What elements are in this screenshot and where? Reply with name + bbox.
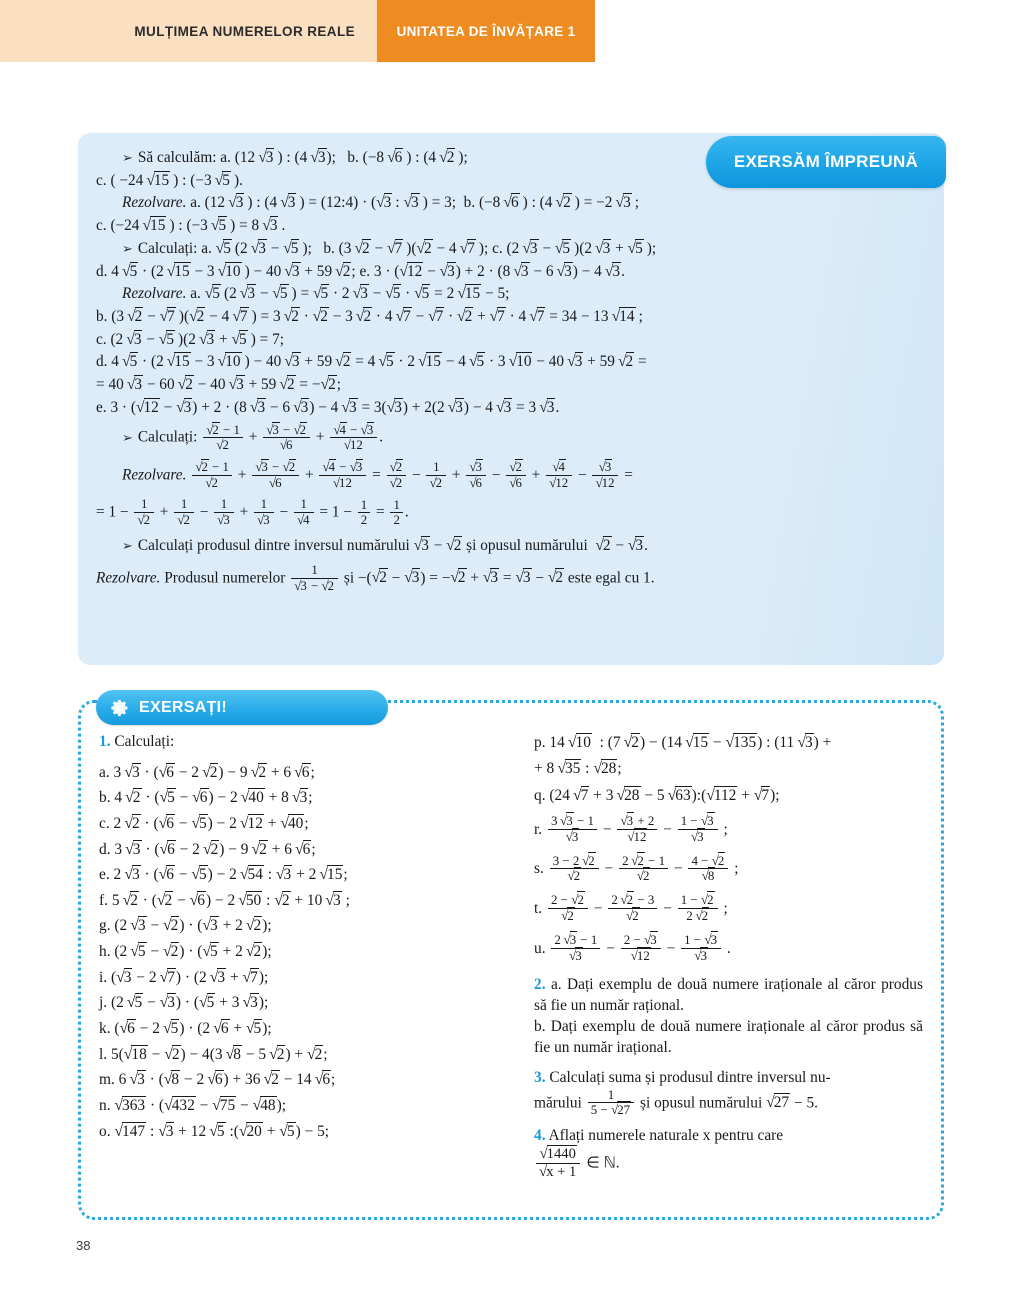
exercise-1-item-i: i. (√3 − 2 √7) · (2 √3 + √7); (99, 968, 269, 986)
running-head (0, 0, 595, 62)
worked-line-6: d. 4 √5 · (2 √15 − 3 √10 ) − 40 √3 + 59 √2; e. 3 · (√12 − √3) + 2 · (8 √3 − 6 √3) − 4 √3. (96, 262, 625, 280)
exercise-1-item-p-line2: + 8 √35 : √28; (534, 759, 622, 777)
running-head-unit-label: UNITATEA DE ÎNVĂȚARE 1 (396, 23, 576, 39)
running-head-unit-band (377, 0, 595, 62)
exercise-1-item-l: l. 5(√18 − √2) − 4(3 √8 − 5 √2) + √2; (99, 1045, 328, 1063)
exercise-1-item-n: n. √363 · (√432 − √75 − √48); (99, 1096, 286, 1114)
exercises-panel (78, 700, 944, 1220)
exercise-3: 3. Calculați suma și produsul dintre inversul nu- mărului $\frac{1}{5 - √27}$ și opusul numărului √27 − 5. (534, 1068, 831, 1118)
exercise-1-item-g: g. (2 √3 − √2) · (√3 + 2 √2); (99, 917, 272, 935)
tab-exersam-impreuna-label: EXERSĂM ÎMPREUNĂ (733, 152, 919, 171)
exercise-4-text: Aflați numerele naturale x pentru care (548, 1126, 784, 1144)
exercise-1-item-d: d. 3 √3 · (√6 − 2 √2) − 9 √2 + 6 √6; (99, 840, 316, 858)
running-head-chapter-band (0, 0, 377, 62)
arrow-bullet-icon: ➢ (122, 150, 133, 165)
worked-line-13: ➢ Calculați: $\frac{√2 - 1}{√2}$ + $\frac{√3 - √2}{√6}$ + $\frac{√4 - √3}{√12}$ . (122, 421, 384, 453)
exercise-3-number: 3. (534, 1068, 546, 1086)
worked-line-12: e. 3 · (√12 − √3) + 2 · (8 √3 − 6 √3) − 4 √3 = 3(√3) + 2(2 √3) − 4 √3 = 3 √3. (96, 398, 560, 416)
worked-line-1: ➢ Să calculăm: a. (12 √3 ) : (4 √3); b. (−8 √6 ) : (4 √2 ); (122, 149, 468, 166)
exercise-3-fraction: $\frac{1}{5 - √27}$ (588, 1088, 634, 1118)
worked-line-15: = 1 − $\frac{1}{√2}$ + $\frac{1}{√2}$ − $\frac{1}{√3}$ + $\frac{1}{√3}$ − $\frac{1}{√4}$ = 1 − $\frac{1}{2}$ = $\frac{1}{2}$ . (96, 497, 409, 527)
worked-line-10: d. 4 √5 · (2 √15 − 3 √10 ) − 40 √3 + 59 √2 = 4 √5 · 2 √15 − 4 √5 · 3 √10 − 40 √3 + 59 √2 = (96, 353, 647, 371)
tab-exersati-label: EXERSAȚI! (139, 698, 228, 716)
exercise-1-item-u: u. $\frac{2 √3 - 1}{√3}$ − $\frac{2 - √3}{√12}$ − $\frac{1 - √3}{√3}$ . (534, 931, 731, 963)
worked-examples-panel (78, 133, 944, 665)
exercise-1-heading (99, 731, 488, 754)
gear-icon (110, 698, 130, 718)
exercise-1-item-h: h. (2 √5 − √2) · (√5 + 2 √2); (99, 943, 272, 961)
arrow-bullet-icon: ➢ (122, 538, 133, 554)
worked-line-9: c. (2 √3 − √5 )(2 √3 + √5 ) = 7; (96, 330, 284, 348)
exercise-4 (534, 1126, 923, 1181)
exercise-4-fraction: $\frac{√1440}{√x + 1}$ (536, 1146, 580, 1180)
exercise-1-item-p-line1: p. 14 √10 : (7 √2) − (14 √15 − √135) : (11 √3) + (534, 734, 832, 751)
exercise-2-item-b-text: b. Dați exemplu de două numere iraționale al căror produs să fie un număr irațional. (534, 1017, 923, 1056)
worked-line-7: Rezolvare. a. √5 (2 √3 − √5 ) = √5 · 2 √3 − √5 · √5 = 2 √15 − 5; (122, 285, 510, 303)
exercise-1-number: 1. (99, 733, 111, 750)
worked-line-16: ➢ Calculați produsul dintre inversul numărului √3 − √2 și opusul numărului √2 − √3. (122, 537, 648, 555)
exercise-2-item-b (534, 1017, 923, 1059)
worked-line-2: c. ( −24 √15 ) : (−3 √5 ). (96, 171, 243, 189)
exercise-1-item-m: m. 6 √3 · (√8 − 2 √6) + 36 √2 − 14 √6; (99, 1071, 336, 1089)
worked-line-5: ➢ Calculați: a. √5 (2 √3 − √5 ); b. (3 √2 − √7 )(√2 − 4 √7 ); c. (2 √3 − √5 )(2 √3 + √5 ); (122, 239, 657, 257)
exercises-right-column (534, 731, 923, 1181)
exercise-3-text-part2: mărului (534, 1094, 582, 1112)
exercise-4-tail: ∈ ℕ. (586, 1154, 620, 1172)
exercise-1-item-o: o. √147 : √3 + 12 √5 :(√20 + √5) − 5; (99, 1122, 330, 1140)
exercise-1-item-q: q. (24 √7 + 3 √28 − 5 √63):(√112 + √7); (534, 787, 780, 805)
exercise-1-item-t: t. $\frac{2 - √2}{√2}$ − $\frac{2 √2 - 3}{√2}$ − $\frac{1 - √2}{2 √2}$ ; (534, 892, 728, 923)
arrow-bullet-icon: ➢ (122, 240, 133, 256)
exercise-1-prompt: Calculați: (114, 733, 175, 750)
worked-line-4: c. (−24 √15 ) : (−3 √5 ) = 8 √3 . (96, 217, 286, 235)
exercise-1-item-b: b. 4 √2 · (√5 − √6) − 2 √40 + 8 √3; (99, 789, 313, 807)
running-head-chapter-label: MULȚIMEA NUMERELOR REALE (134, 23, 355, 39)
tab-exersati[interactable] (96, 690, 388, 725)
exercise-1-item-s: s. $\frac{3 - 2 √2}{√2}$ − $\frac{2 √2 - 1}{√2}$ − $\frac{4 - √2}{√8}$ ; (534, 852, 739, 884)
page-number: 38 (76, 1238, 91, 1253)
exercise-1-item-e: e. 2 √3 · (√6 − √5) − 2 √54 : √3 + 2 √15; (99, 866, 348, 884)
exercise-2-item-a (534, 975, 923, 1017)
exercise-3-text-part1: Calculați suma și produsul dintre inversul nu- (549, 1068, 831, 1086)
exercise-1-item-a: a. 3 √3 · (√6 − 2 √2) − 9 √2 + 6 √6; (99, 763, 315, 781)
exercise-1-item-j: j. (2 √5 − √3) · (√5 + 3 √3); (99, 994, 269, 1012)
exercises-left-column (99, 731, 488, 1181)
worked-line-3: Rezolvare. a. (12 √3 ) : (4 √3 ) = (12:4) · (√3 : √3 ) = 3; b. (−8 √6 ) : (4 √2 ) = −2 √3 ; (122, 194, 640, 212)
exercise-1-item-c: c. 2 √2 · (√6 − √5) − 2 √12 + √40; (99, 814, 309, 832)
exercise-2-item-a-text: a. Dați exemplu de două numere iraționale al căror produs să fie un număr rațional. (534, 976, 923, 1014)
exercise-1-item-k: k. (√6 − 2 √5) · (2 √6 + √5); (99, 1020, 272, 1038)
exercise-1-item-r: r. $\frac{3 √3 - 1}{√3}$ − $\frac{√3 + 2}{√12}$ − $\frac{1 - √3}{√3}$ ; (534, 813, 728, 844)
worked-line-11: = 40 √3 − 60 √2 − 40 √3 + 59 √2 = −√2; (96, 376, 341, 394)
worked-line-14: Rezolvare. $\frac{√2 - 1}{√2}$ + $\frac{√3 - √2}{√6}$ + $\frac{√4 - √3}{√12}$ = $\frac{√2}{√2}$ − $\frac{1}{√2}$ + $\frac{√3}{√6}$ − $\frac{√2}{√6}$ + $\frac{√4}{√12}$ − $\frac{√3}{√12}$ = (122, 459, 633, 490)
exercise-1-item-f: f. 5 √2 · (√2 − √6) − 2 √50 : √2 + 10 √3 ; (99, 891, 350, 909)
exercise-4-number: 4. (534, 1126, 546, 1144)
worked-line-8: b. (3 √2 − √7 )(√2 − 4 √7 ) = 3 √2 · √2 − 3 √2 · 4 √7 − √7 · √2 + √7 · 4 √7 = 34 − 13 √14 ; (96, 307, 643, 325)
tab-exersam-impreuna[interactable] (706, 136, 946, 188)
exercise-2-number: 2. (534, 976, 546, 994)
worked-line-17: Rezolvare. Produsul numerelor $\frac{1}{√3 - √2}$ și −(√2 − √3) = −√2 + √3 = √3 − √2 este egal cu 1. (96, 563, 655, 593)
arrow-bullet-icon: ➢ (122, 430, 133, 446)
